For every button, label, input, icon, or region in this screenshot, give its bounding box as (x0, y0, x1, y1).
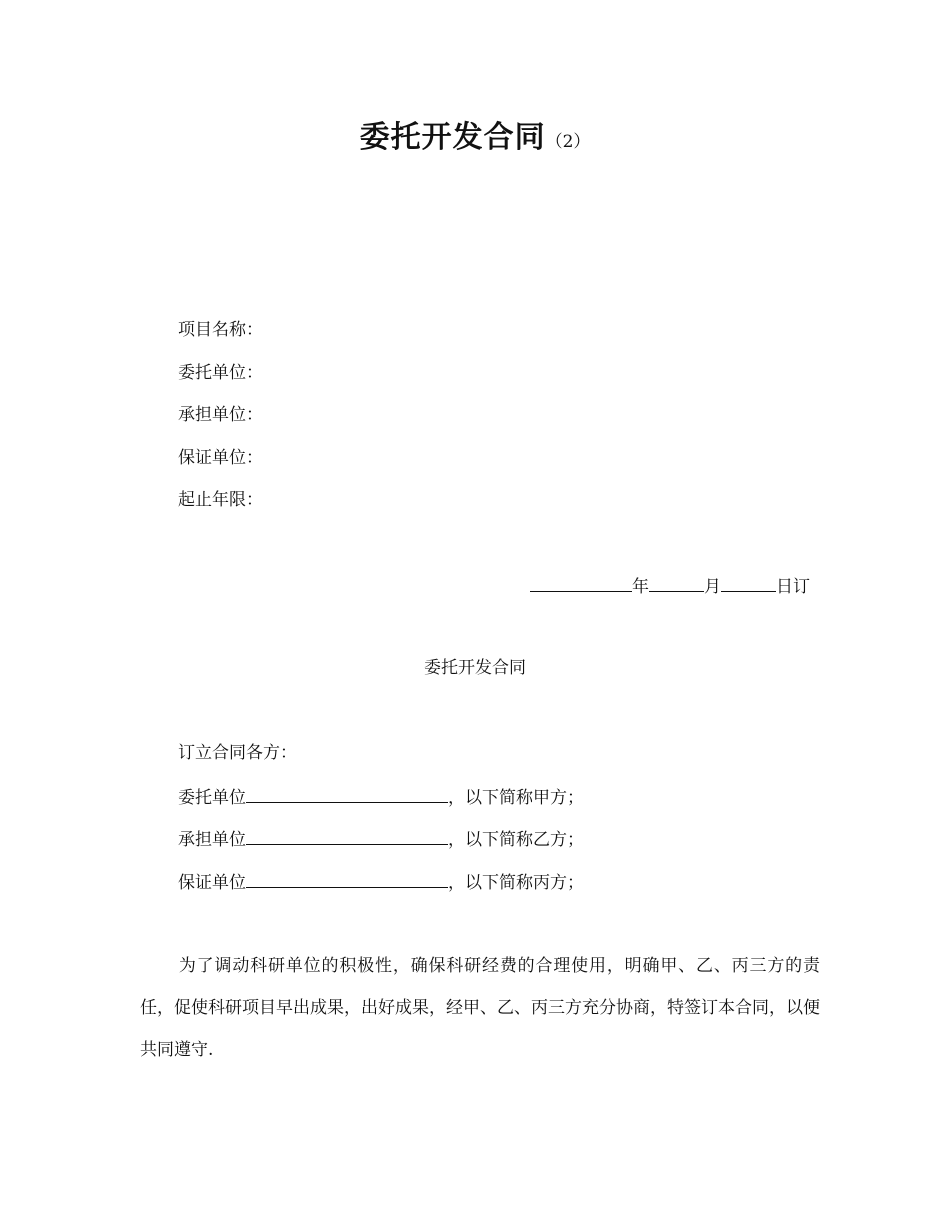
party-blank (246, 826, 448, 845)
cover-field-project-name: 项目名称： (178, 320, 263, 340)
party-label: 承担单位 (178, 830, 246, 850)
party-label: 保证单位 (178, 873, 246, 893)
cover-field-contractor: 承担单位： (178, 405, 263, 425)
party-blank (246, 869, 448, 888)
year-label: 年 (632, 577, 649, 597)
parties-heading: 订立合同各方： (178, 743, 297, 763)
day-signed-label: 日订 (776, 577, 810, 597)
party-suffix: ，以下简称乙方； (448, 830, 584, 850)
cover-field-period: 起止年限： (178, 490, 263, 510)
document-title (0, 112, 950, 156)
month-blank (649, 573, 704, 592)
month-label: 月 (704, 577, 721, 597)
contract-subtitle: 委托开发合同 (424, 658, 526, 678)
preamble-paragraph (140, 945, 820, 1071)
document-title-text: 委托开发合同 (359, 120, 546, 155)
day-blank (721, 573, 776, 592)
signing-date-line (530, 573, 810, 599)
cover-field-client: 委托单位： (178, 363, 263, 383)
party-line-client (178, 784, 584, 810)
preamble-text: 为了调动科研单位的积极性，确保科研经费的合理使用，明确甲、乙、丙三方的责任，促使科研项目早出成果，出好成果，经甲、乙、丙三方充分协商，特签订本合同，以便共同遵守. (140, 956, 820, 1060)
party-blank (246, 784, 448, 803)
party-label: 委托单位 (178, 788, 246, 808)
party-line-guarantor (178, 869, 584, 895)
party-suffix: ，以下简称甲方； (448, 788, 584, 808)
party-suffix: ，以下简称丙方； (448, 873, 584, 893)
cover-field-guarantor: 保证单位： (178, 448, 263, 468)
document-title-suffix: （2） (545, 132, 591, 152)
party-line-contractor (178, 826, 584, 852)
year-blank (530, 573, 632, 592)
